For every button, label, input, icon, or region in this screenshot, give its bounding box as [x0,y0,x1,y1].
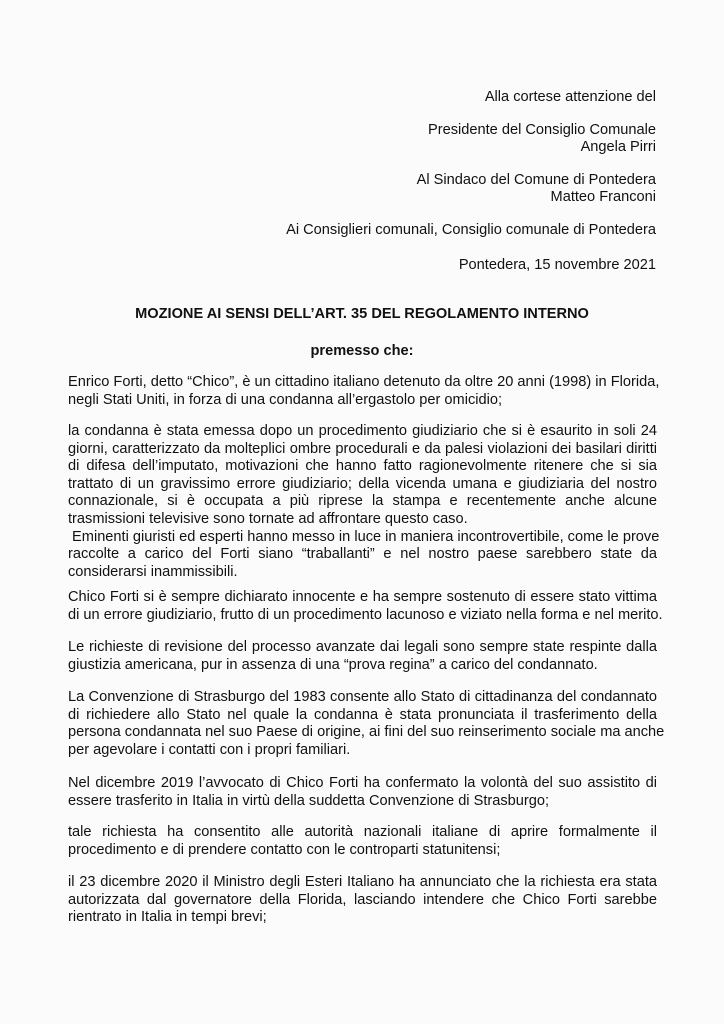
paragraph-1 [68,374,660,409]
paragraph-line: trattato di un gravissimo errore giudiziario; della vicenda umana e giudiziaria del nostro [68,475,657,492]
paragraph-line: Chico Forti si è sempre dichiarato innocente e ha sempre sostenuto di essere stato vittima [68,589,657,605]
paragraph-line: la condanna è stata emessa dopo un procedimento giudiziario che si è esaurito in soli 24 [68,423,657,439]
paragraph-line: il 23 dicembre 2020 il Ministro degli Esteri Italiano ha annunciato che la richiesta era stata [68,874,657,890]
paragraph-line: rientrato in Italia in tempi brevi; [68,909,267,926]
paragraph-line: Enrico Forti, detto “Chico”, è un cittadino italiano detenuto da oltre 20 anni (1998) in Florida, [68,374,660,390]
paragraph-8 [68,874,657,927]
paragraph-line: di difesa dell’imputato, motivazioni che hanno fatto ragionevolmente ritenere che si sia [68,458,657,475]
paragraph-line: essere trasferito in Italia in virtù della suddetta Convenzione di Strasburgo; [68,792,550,809]
paragraph-line: procedimento e di prendere contatto con le controparti statunitensi; [68,841,501,858]
paragraph-6 [68,775,657,810]
paragraph-line: Le richieste di revisione del processo avanzate dai legali sono sempre state respinte dalla [68,639,657,655]
paragraph-line: di richiedere allo Stato nel quale la condanna è stata pronunciata il trasferimento della [68,706,657,723]
paragraph-3 [68,589,663,624]
paragraph-line: trasmissioni televisive sono tornate ad affrontare questo caso. [68,510,468,527]
recipient-line-mayor-name: Matteo Franconi [550,189,656,205]
paragraph-line: La Convenzione di Strasburgo del 1983 consente allo Stato di cittadinanza del condannato [68,689,657,705]
paragraph-line: autorizzata dal governatore della Florida, lasciando intendere che Chico Forti sarebbe [68,891,657,908]
recipient-line-attention: Alla cortese attenzione del [484,89,656,105]
document-title: MOZIONE AI SENSI DELL’ART. 35 DEL REGOLAMENTO INTERNO [135,306,589,322]
recipient-line-president-name: Angela Pirri [580,139,656,155]
paragraph-line: per agevolare i contatti con i propri familiari. [68,741,351,758]
paragraph-5 [68,689,665,759]
document-date: Pontedera, 15 novembre 2021 [458,257,656,273]
paragraph-line: di un errore giudiziario, frutto di un procedimento lacunoso e viziato nella forma e nel merito. [68,606,663,623]
document-subtitle: premesso che: [310,343,414,359]
paragraph-line: giorni, caratterizzato da molteplici ombre procedurali e da palesi violazioni dei basilari diritti [68,440,657,457]
paragraph-line: tale richiesta ha consentito alle autorità nazionali italiane di aprire formalmente il [68,824,657,840]
paragraph-2 [68,423,660,581]
recipient-line-president-title: Presidente del Consiglio Comunale [428,122,656,138]
paragraph-line: considerarsi inammissibili. [68,563,238,580]
paragraph-line: raccolte a carico del Forti siano “traballanti” e nel nostro paese sarebbero state da [68,546,657,563]
recipient-line-councillors: Ai Consiglieri comunali, Consiglio comunale di Pontedera [286,222,656,238]
paragraph-line: Eminenti giuristi ed esperti hanno messo in luce in maniera incontrovertibile, come le prove [68,528,660,545]
paragraph-line: giustizia americana, pur in assenza di una “prova regina” a carico del condannato. [68,656,598,673]
paragraph-line: persona condannata nel suo Paese di origine, ai fini del suo reinserimento sociale ma anche [68,724,665,741]
paragraph-line: negli Stati Uniti, in forza di una condanna all’ergastolo per omicidio; [68,391,503,408]
paragraph-4 [68,639,657,674]
paragraph-line: connazionale, si è occupata a più riprese la stampa e recentemente anche alcune [68,493,657,510]
recipient-line-mayor-title: Al Sindaco del Comune di Pontedera [416,172,656,188]
paragraph-line: Nel dicembre 2019 l’avvocato di Chico Forti ha confermato la volontà del suo assistito di [68,775,657,791]
paragraph-7 [68,824,657,859]
